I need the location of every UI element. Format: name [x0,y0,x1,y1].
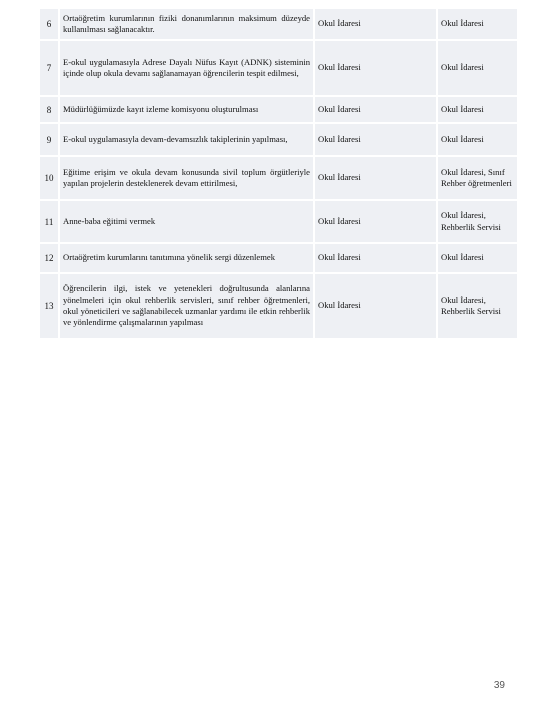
table-row [40,244,517,272]
row-responsible: Okul İdaresi [315,97,436,122]
row-cooperation: Okul İdaresi [438,124,517,155]
table-row [40,41,517,95]
table-row [40,274,517,338]
table-row [40,97,517,122]
row-number: 12 [40,244,58,272]
row-cooperation: Okul İdaresi [438,97,517,122]
row-number: 10 [40,157,58,199]
row-description: E-okul uygulamasıyla Adrese Dayalı Nüfus Kayıt (ADNK) sisteminin içinde olup okula devamı sağlanamayan öğrencilerin tespit edilmesi, [60,41,313,95]
table-row [40,157,517,199]
row-responsible: Okul İdaresi [315,201,436,242]
row-responsible: Okul İdaresi [315,157,436,199]
row-description: Anne-baba eğitimi vermek [60,201,313,242]
row-cooperation: Okul İdaresi [438,41,517,95]
page-number: 39 [493,680,505,691]
row-number: 9 [40,124,58,155]
row-cooperation: Okul İdaresi, Rehberlik Servisi [438,201,517,242]
row-cooperation: Okul İdaresi [438,244,517,272]
row-description: Eğitime erişim ve okula devam konusunda sivil toplum örgütleriyle yapılan projelerin desteklenerek devam ettirilmesi, [60,157,313,199]
row-description: Müdürlüğümüzde kayıt izleme komisyonu oluşturulması [60,97,313,122]
row-number: 13 [40,274,58,338]
table-row [40,201,517,242]
row-responsible: Okul İdaresi [315,124,436,155]
action-plan-table [40,9,517,340]
row-number: 8 [40,97,58,122]
row-responsible: Okul İdaresi [315,244,436,272]
row-description: Ortaöğretim kurumlarını tanıtımına yönelik sergi düzenlemek [60,244,313,272]
row-responsible: Okul İdaresi [315,9,436,39]
row-description: Ortaöğretim kurumlarının fiziki donanımlarının maksimum düzeyde kullanılması sağlanacaktır. [60,9,313,39]
table-row [40,9,517,39]
row-description: E-okul uygulamasıyla devam-devamsızlık takiplerinin yapılması, [60,124,313,155]
row-cooperation: Okul İdaresi, Sınıf Rehber öğretmenleri [438,157,517,199]
table-row [40,124,517,155]
row-responsible: Okul İdaresi [315,41,436,95]
row-number: 7 [40,41,58,95]
row-number: 11 [40,201,58,242]
row-responsible: Okul İdaresi [315,274,436,338]
row-cooperation: Okul İdaresi, Rehberlik Servisi [438,274,517,338]
row-number: 6 [40,9,58,39]
row-cooperation: Okul İdaresi [438,9,517,39]
row-description: Öğrencilerin ilgi, istek ve yetenekleri doğrultusunda alanlarına yönelmeleri için okul rehberlik servisleri, sınıf rehber öğretmenleri, okul yöneticileri ve sağlanabilecek uzmanlar yardımı ile etkin rehberlik ve yönlendirme çalışmalarının yapılması [60,274,313,338]
